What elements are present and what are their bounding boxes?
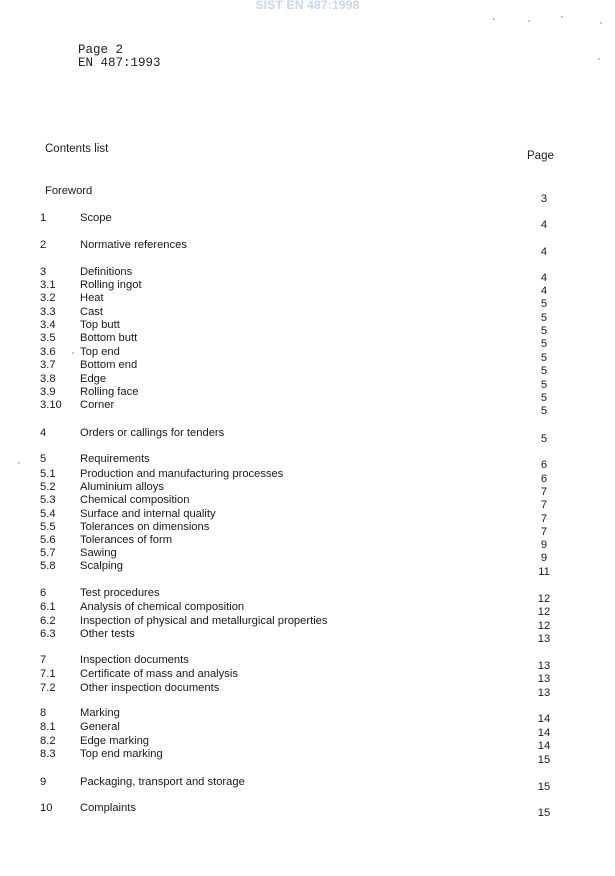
toc-entry (0, 265, 615, 284)
toc-section-number: 4 (40, 427, 47, 439)
toc-section-title: Scalping (80, 560, 123, 572)
toc-section-title: Foreword (45, 185, 93, 197)
toc-section-title: Requirements (80, 453, 150, 465)
toc-section-number: 5.1 (40, 468, 56, 480)
toc-section-title: Other tests (80, 628, 135, 640)
toc-page-number: 11 (538, 566, 550, 578)
toc-section-number: 5.8 (40, 560, 56, 572)
toc-entry (0, 775, 615, 793)
standard-id: EN 487:1993 (78, 56, 161, 70)
toc-entry (0, 358, 615, 377)
toc-page-number: 14 (537, 713, 551, 725)
toc-section-number: 5.6 (40, 534, 56, 546)
toc-page-number: 5 (540, 312, 548, 324)
toc-section-number: 3.5 (40, 332, 56, 344)
page-column-heading: Page (527, 150, 554, 162)
toc-section-title: Tolerances of form (80, 534, 173, 546)
toc-page-number: 13 (537, 673, 551, 685)
toc-section-title: Edge marking (80, 735, 150, 747)
toc-page-number: 5 (540, 365, 548, 377)
toc-section-title: Bottom end (80, 359, 138, 371)
toc-section-title: Edge (80, 373, 107, 385)
toc-section-title: Test procedures (80, 587, 160, 599)
toc-section-number: 3.6 (40, 346, 56, 358)
toc-entry (0, 520, 615, 538)
toc-section-number: 8.2 (40, 735, 56, 747)
toc-section-title: Cast (80, 306, 104, 318)
toc-section-title: Inspection documents (80, 654, 189, 666)
toc-page-number: 13 (537, 687, 551, 699)
toc-entry (0, 452, 615, 471)
toc-entry (0, 801, 615, 819)
toc-section-number: 7.1 (40, 668, 56, 680)
toc-section-title: Normative references (80, 239, 187, 251)
toc-section-number: 3.9 (40, 386, 56, 398)
toc-section-title: Surface and internal quality (80, 508, 216, 520)
toc-section-title: Packaging, transport and storage (80, 776, 245, 788)
toc-section-number: 9 (40, 776, 47, 788)
toc-page-number: 7 (540, 526, 548, 538)
toc-page-number: 7 (540, 513, 548, 525)
toc-section-number: 8.3 (40, 748, 56, 760)
toc-section-number: 6 (40, 587, 47, 599)
toc-section-title: Aluminium alloys (80, 481, 164, 493)
toc-section-title: Marking (80, 707, 120, 719)
toc-section-title: Top butt (80, 319, 120, 331)
scan-speck (598, 58, 600, 60)
toc-entry (0, 493, 615, 511)
toc-section-number: 1 (40, 212, 47, 224)
toc-entry (0, 734, 615, 752)
toc-section-title: Rolling ingot (80, 279, 142, 291)
toc-section-number: 5.5 (40, 521, 56, 533)
toc-entry (0, 184, 615, 205)
toc-entry (0, 667, 615, 685)
toc-section-number: 2 (40, 239, 47, 251)
toc-page-number: 4 (540, 219, 548, 231)
scan-speck (72, 352, 74, 354)
toc-page-number: 9 (540, 539, 548, 551)
toc-section-number: 6.1 (40, 601, 56, 613)
toc-section-number: 7 (40, 654, 47, 666)
toc-section-number: 5.7 (40, 547, 56, 559)
toc-entry (0, 706, 615, 725)
toc-page-number: 5 (540, 392, 548, 404)
toc-entry (0, 345, 615, 364)
toc-page-number: 4 (540, 246, 548, 258)
page-label: Page 2 (78, 43, 124, 57)
toc-page-number: 5 (540, 298, 548, 310)
toc-section-number: 8 (40, 707, 47, 719)
toc-section-number: 3 (40, 266, 47, 278)
toc-entry (0, 600, 615, 618)
toc-entry (0, 372, 615, 391)
toc-page-number: 6 (540, 459, 548, 471)
toc-page-number: 12 (537, 620, 551, 632)
toc-entry (0, 627, 615, 645)
toc-page-number: 13 (537, 633, 551, 645)
toc-page-number: 5 (540, 405, 548, 417)
toc-section-title: Orders or callings for tenders (80, 427, 225, 439)
toc-section-title: Tolerances on dimensions (80, 521, 210, 533)
scan-speck (18, 462, 20, 464)
toc-section-number: 3.4 (40, 319, 56, 331)
toc-page-number: 13 (537, 660, 551, 672)
toc-entry (0, 398, 615, 417)
toc-section-title: Heat (80, 292, 104, 304)
toc-section-title: Definitions (80, 266, 133, 278)
toc-entry (0, 507, 615, 525)
toc-section-number: 6.3 (40, 628, 56, 640)
toc-page-number: 5 (540, 325, 548, 337)
scan-speck (528, 20, 530, 22)
toc-page-number: 12 (537, 606, 551, 618)
toc-section-title: Bottom butt (80, 332, 138, 344)
toc-entry (0, 305, 615, 324)
toc-section-number: 10 (40, 802, 53, 814)
toc-section-title: Complaints (80, 802, 136, 814)
toc-section-number: 3.10 (40, 399, 62, 411)
watermark: SIST EN 487:1998 (255, 0, 360, 12)
scan-speck (600, 22, 602, 24)
toc-page-number: 5 (540, 379, 548, 391)
toc-entry (0, 533, 615, 551)
toc-entry (0, 238, 615, 258)
toc-entry (0, 720, 615, 739)
toc-section-title: Top end marking (80, 748, 163, 760)
toc-page-number: 5 (540, 433, 548, 445)
toc-page-number: 7 (540, 486, 548, 498)
toc-page-number: 5 (540, 352, 548, 364)
toc-section-title: Chemical composition (80, 494, 190, 506)
toc-entry (0, 291, 615, 310)
toc-section-number: 3.7 (40, 359, 56, 371)
toc-section-title: Rolling face (80, 386, 139, 398)
toc-section-title: Top end (80, 346, 120, 358)
toc-entry (0, 480, 615, 498)
toc-entry (0, 747, 615, 766)
contents-heading: Contents list (45, 143, 109, 155)
toc-page-number: 4 (540, 285, 548, 297)
toc-page-number: 15 (537, 807, 551, 819)
toc-section-title: Corner (80, 399, 115, 411)
toc-page-number: 4 (540, 272, 548, 284)
toc-page-number: 7 (540, 499, 548, 511)
toc-section-number: 5.3 (40, 494, 56, 506)
toc-page-number: 6 (540, 473, 548, 485)
toc-section-number: 3.3 (40, 306, 56, 318)
toc-section-title: Scope (80, 212, 112, 224)
toc-section-title: Analysis of chemical composition (80, 601, 245, 613)
toc-page-number: 12 (537, 593, 551, 605)
toc-entry (0, 614, 615, 632)
toc-page-number: 5 (540, 338, 548, 350)
toc-page-number: 15 (537, 754, 551, 766)
toc-entry (0, 467, 615, 485)
toc-section-number: 3.2 (40, 292, 56, 304)
toc-section-number: 3.1 (40, 279, 56, 291)
toc-page-number: 15 (537, 781, 551, 793)
toc-section-number: 8.1 (40, 721, 56, 733)
scan-speck (561, 16, 563, 18)
toc-entry (0, 318, 615, 337)
toc-section-title: Production and manufacturing processes (80, 468, 284, 480)
toc-entry (0, 681, 615, 699)
toc-page-number: 9 (540, 552, 548, 564)
toc-page-number: 3 (540, 193, 548, 205)
toc-entry (0, 546, 615, 564)
toc-section-number: 5 (40, 453, 47, 465)
toc-entry (0, 653, 615, 672)
toc-section-title: Sawing (80, 547, 117, 559)
toc-section-number: 5.4 (40, 508, 56, 520)
toc-entry (0, 331, 615, 350)
toc-entry (0, 211, 615, 231)
toc-entry (0, 559, 615, 578)
toc-entry (0, 426, 615, 445)
toc-section-title: Certificate of mass and analysis (80, 668, 238, 680)
toc-section-number: 3.8 (40, 373, 56, 385)
toc-section-title: Inspection of physical and metallurgical properties (80, 615, 328, 627)
toc-page-number: 14 (537, 740, 551, 752)
toc-page-number: 14 (537, 727, 551, 739)
toc-section-number: 5.2 (40, 481, 56, 493)
toc-entry (0, 586, 615, 605)
toc-section-title: General (80, 721, 120, 733)
toc-entry (0, 385, 615, 404)
toc-entry (0, 278, 615, 297)
toc-section-number: 6.2 (40, 615, 56, 627)
toc-section-title: Other inspection documents (80, 682, 220, 694)
scan-speck (493, 18, 495, 20)
toc-section-number: 7.2 (40, 682, 56, 694)
